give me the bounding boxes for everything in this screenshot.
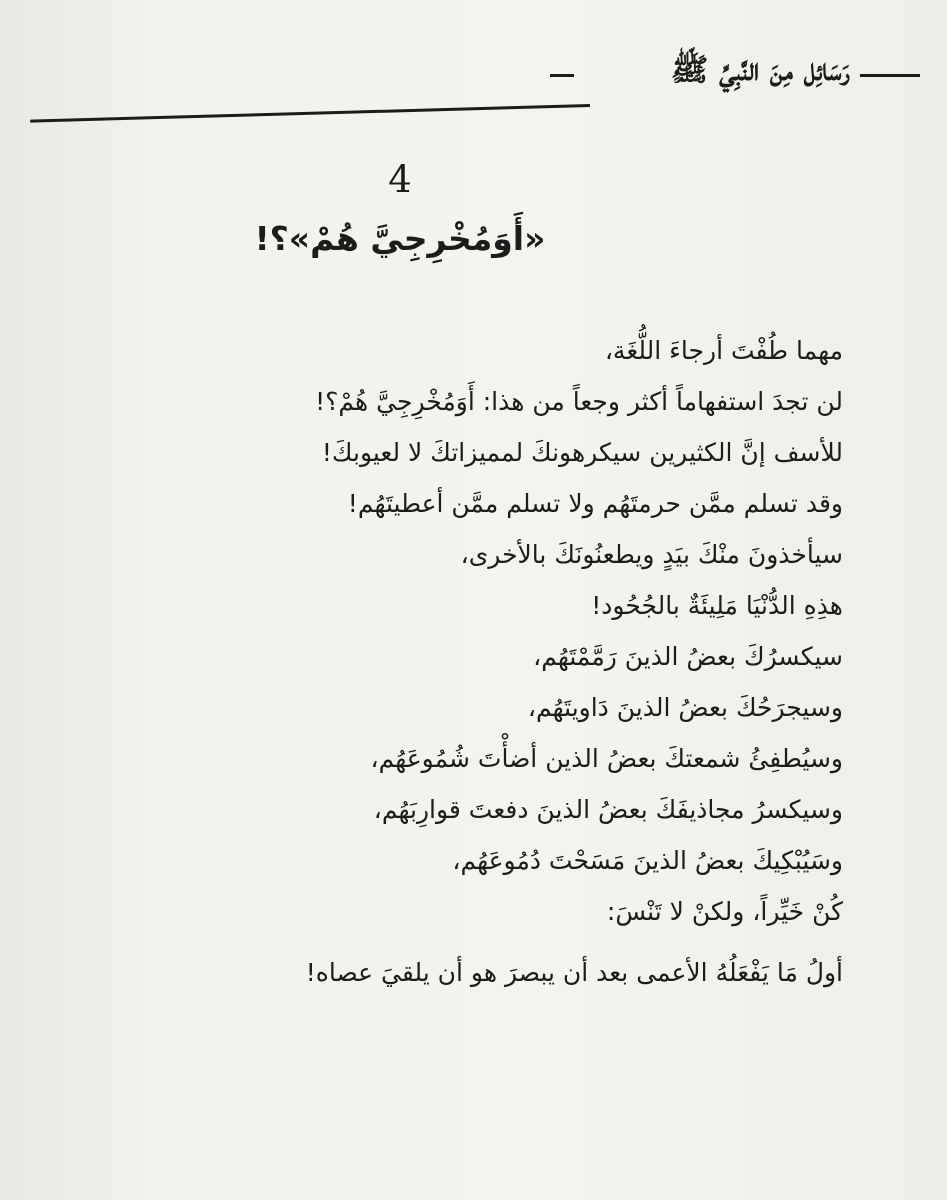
- poem-line: أولُ مَا يَفْعَلُهُ الأعمى بعد أن يبصرَ هو أن يلقيَ عصاه!: [305, 958, 843, 987]
- header-rule-right: [860, 74, 920, 77]
- poem-line: هذِهِ الدُّنْيَا مَلِيئَةٌ بالجُحُود!: [591, 591, 843, 620]
- book-title: رَسَائِل مِنَ النَّبِيِّ ﷺ: [670, 52, 850, 88]
- chapter-number: 4: [388, 158, 412, 201]
- poem-line: لن تجدَ استفهاماً أكثر وجعاً من هذا: أَوَمُخْرِجِيَّ هُمْ؟!: [315, 387, 843, 416]
- header-rule-short: [550, 74, 574, 77]
- chapter-title: «أَوَمُخْرِجِيَّ هُمْ»؟!: [254, 219, 546, 258]
- poem-line: وقد تسلم ممَّن حرمتَهُم ولا تسلم ممَّن أعطيتَهُم!: [347, 489, 843, 518]
- poem-line: سيكسرُكَ بعضُ الذينَ رَمَّمْتَهُم،: [533, 642, 843, 671]
- poem-line: سيأخذونَ منْكَ بيَدٍ ويطعنُونَكَ بالأخرى،: [460, 540, 843, 569]
- poem-text: [83, 325, 843, 998]
- poem-line: وسيكسرُ مجاذيفَكَ بعضُ الذينَ دفعتَ قوارِبَهُم،: [373, 795, 843, 824]
- header-rule-left: [30, 104, 590, 123]
- poem-line: وسَيُبْكِيكَ بعضُ الذينَ مَسَحْتَ دُمُوعَهُم،: [452, 846, 843, 875]
- poem-line: كُنْ خَيِّراً، ولكنْ لا تَنْسَ:: [606, 897, 843, 926]
- poem-line: مهما طُفْتَ أرجاءَ اللُّغَة،: [604, 336, 843, 365]
- poem-line: وسيُطفِئُ شمعتكَ بعضُ الذين أضأْتَ شُمُوعَهُم،: [370, 744, 843, 773]
- running-header: [30, 48, 920, 118]
- poem-line: وسيجرَحُكَ بعضُ الذينَ دَاويتَهُم،: [527, 693, 843, 722]
- poem-line: للأسف إنَّ الكثيرين سيكرهونكَ لمميزاتكَ لا لعيوبكَ!: [321, 438, 843, 467]
